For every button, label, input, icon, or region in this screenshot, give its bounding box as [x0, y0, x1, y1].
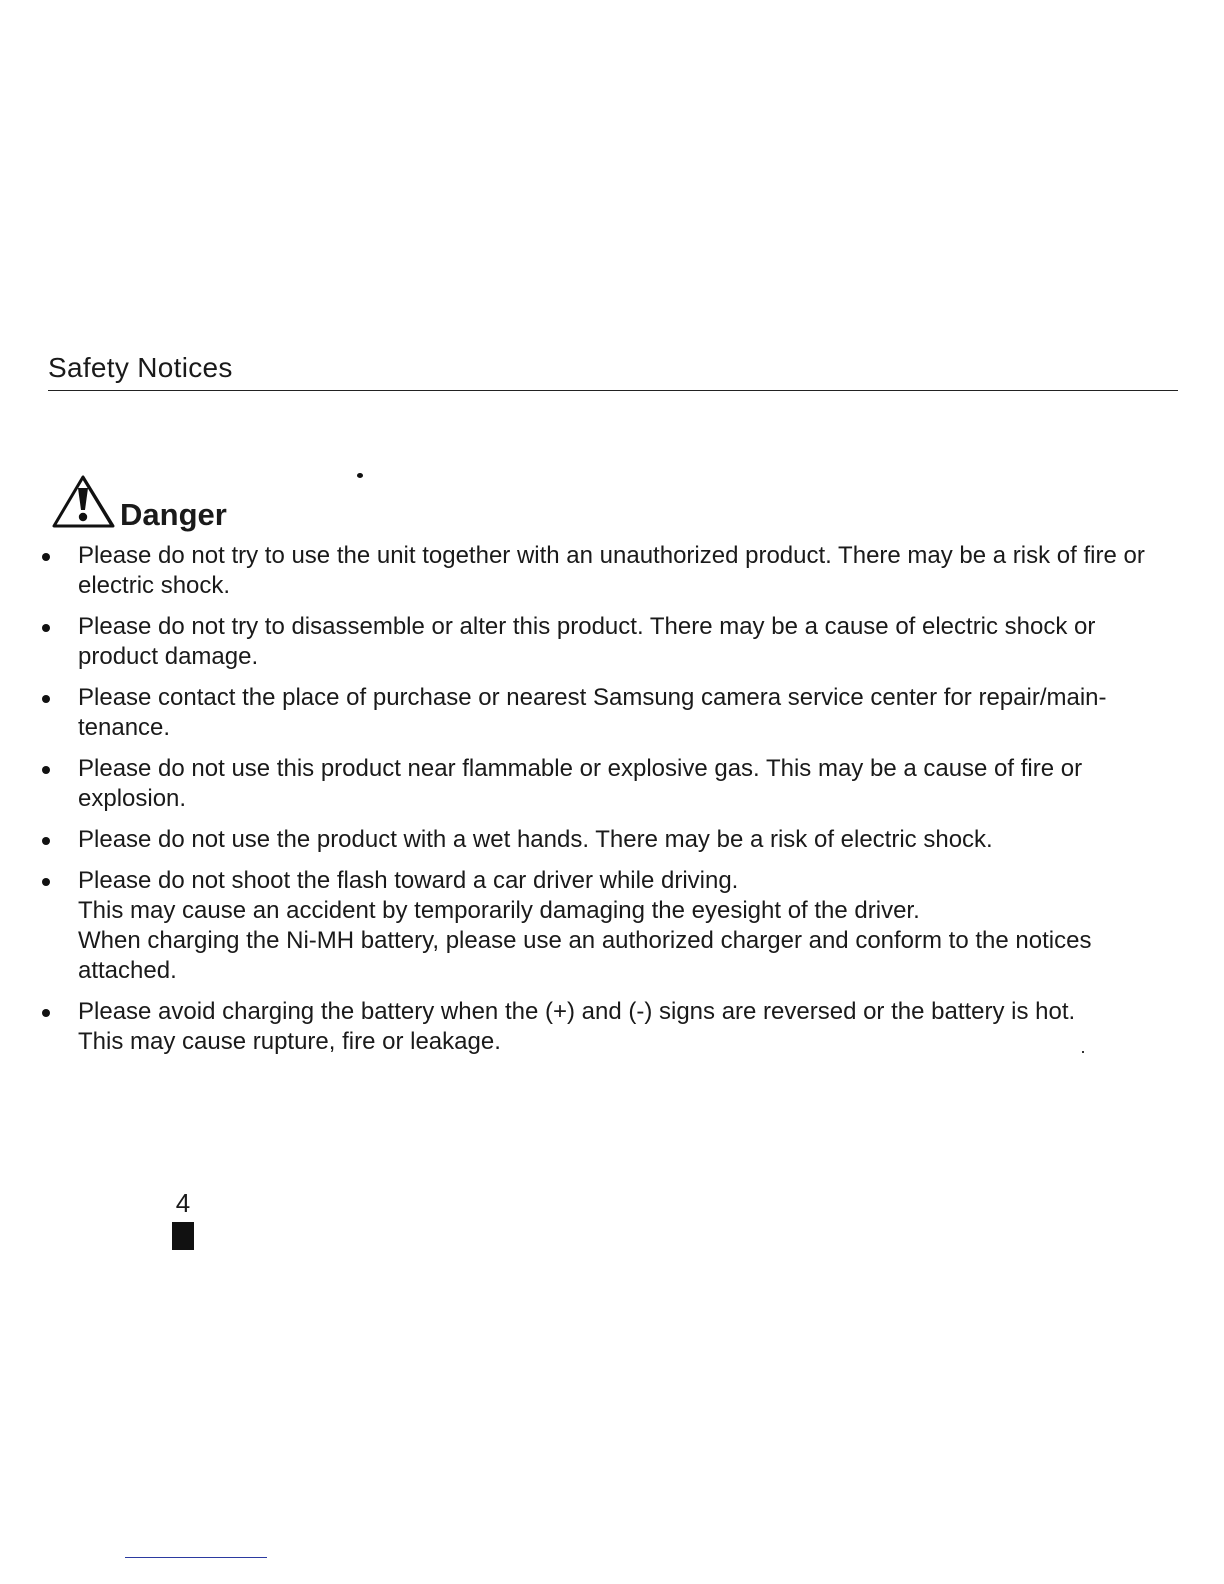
page-title: Safety Notices	[48, 352, 233, 383]
notice-item	[38, 541, 1178, 601]
notice-text: Please do not try to use the unit together with an unauthorized product. There may be a risk of fire or electric shock.	[78, 542, 1145, 599]
notice-item	[38, 683, 1178, 743]
notice-item	[38, 825, 1178, 855]
bullet-icon	[42, 695, 50, 703]
notice-text: Please avoid charging the battery when the (+) and (-) signs are reversed or the battery is hot.	[78, 998, 1076, 1025]
notice-item	[38, 866, 1178, 986]
notice-text: Please do not shoot the flash toward a car driver while driving.	[78, 867, 739, 894]
section-header	[48, 352, 1178, 391]
notice-item	[38, 997, 1178, 1057]
bullet-icon	[42, 878, 50, 886]
danger-heading	[50, 474, 227, 530]
notice-item	[38, 612, 1178, 672]
bullet-icon	[42, 624, 50, 632]
notice-item	[38, 754, 1178, 814]
notice-text: This may cause an accident by temporarily damaging the eyesight of the driver.	[78, 897, 920, 924]
notice-text: When charging the Ni-MH battery, please use an authorized charger and conform to the notices attached.	[78, 927, 1092, 984]
danger-label: Danger	[120, 497, 227, 532]
warning-triangle-icon	[50, 474, 118, 530]
page-number: 4	[175, 1188, 191, 1218]
notice-text: Please contact the place of purchase or nearest Samsung camera service center for repair/main-tenance.	[78, 684, 1107, 741]
notice-list	[38, 541, 1178, 1068]
notice-text: Please do not use this product near flammable or explosive gas. This may be a cause of fire or explosion.	[78, 755, 1083, 812]
bullet-icon	[42, 837, 50, 845]
page-marker-icon	[172, 1222, 194, 1250]
notice-text: Please do not try to disassemble or alter this product. There may be a cause of electric shock or product damage.	[78, 613, 1096, 670]
bullet-icon	[42, 766, 50, 774]
stray-dot-mark	[357, 473, 363, 478]
notice-text: This may cause rupture, fire or leakage.	[78, 1028, 501, 1055]
notice-text: Please do not use the product with a wet hands. There may be a risk of electric shock.	[78, 826, 993, 853]
page-footer	[172, 1188, 194, 1250]
bullet-icon	[42, 1009, 50, 1017]
bullet-icon	[42, 553, 50, 561]
stray-dot-mark	[1082, 1051, 1084, 1053]
bottom-divider	[125, 1557, 267, 1558]
